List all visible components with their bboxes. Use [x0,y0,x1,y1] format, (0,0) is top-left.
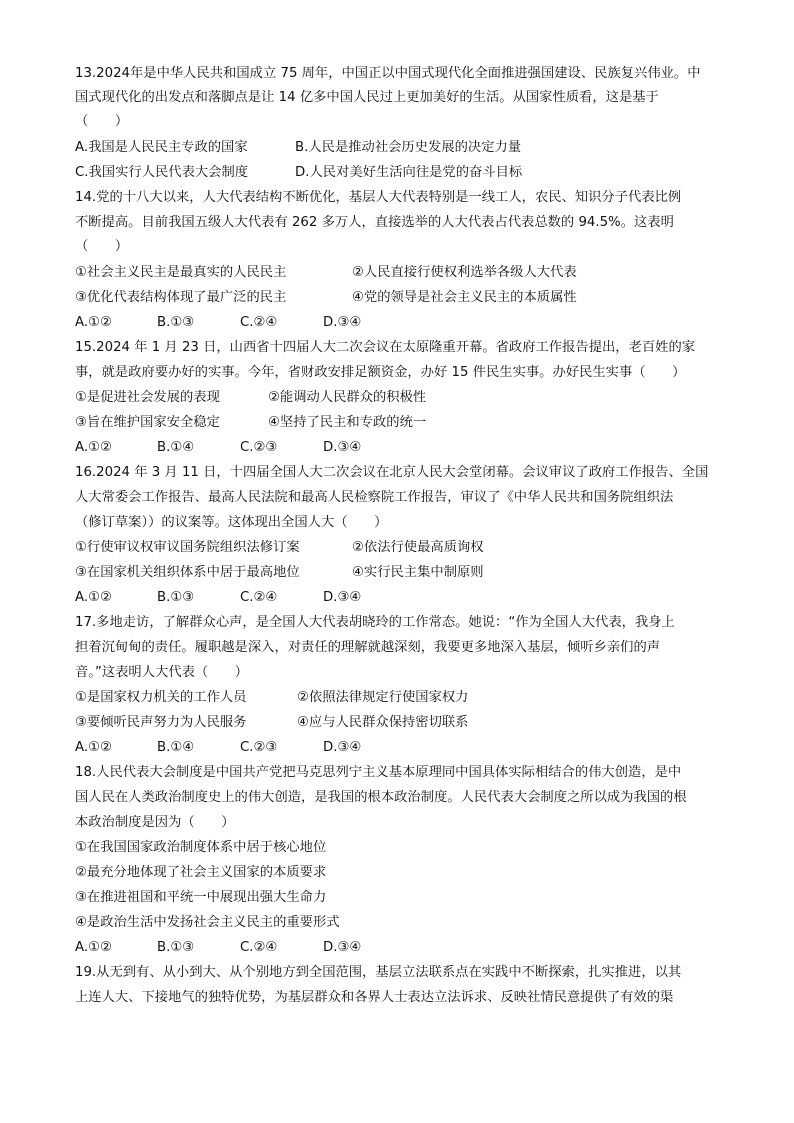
q14-choice-a[interactable]: A.①② [75,315,112,330]
q13-stem-line-1: 13.2024年是中华人民共和国成立 75 周年，中国正以中国式现代化全面推进强国建设、民族复兴伟业。中 [75,66,701,81]
q17-choice-d[interactable]: D.③④ [323,740,362,755]
q18-item-2: ②最充分地体现了社会主义国家的本质要求 [75,865,327,880]
q16-item-1: ①行使审议权审议国务院组织法修订案 [75,540,300,555]
q16-item-3: ③在国家机关组织体系中居于最高地位 [75,565,300,580]
q16-stem-line-3: （修订草案））的议案等。这体现出全国人大（ ） [75,515,388,530]
q17-item-3: ③要倾听民声努力为人民服务 [75,715,247,730]
q16-choice-d[interactable]: D.③④ [323,590,362,605]
q17-choice-a[interactable]: A.①② [75,740,112,755]
q13-option-a[interactable]: A.我国是人民民主专政的国家 [75,140,248,155]
q15-choice-d[interactable]: D.③④ [323,440,362,455]
q14-stem-line-2: 不断提高。目前我国五级人大代表有 262 多万人，直接选举的人大代表占代表总数的 94.5%。这表明 [75,215,674,230]
q13-stem-line-2: 国式现代化的出发点和落脚点是让 14 亿多中国人民过上更加美好的生活。从国家性质看，这是基于 [75,90,659,105]
q17-choice-b[interactable]: B.①④ [157,740,195,755]
q14-item-1: ①社会主义民主是最真实的人民民主 [75,265,287,280]
q15-item-3: ③旨在维护国家安全稳定 [75,415,220,430]
q15-item-4: ④坚持了民主和专政的统一 [268,415,427,430]
q18-choice-b[interactable]: B.①③ [157,940,195,955]
q17-stem-line-3: 音。”这表明人大代表（ ） [75,665,249,680]
q13-option-c[interactable]: C.我国实行人民代表大会制度 [75,165,249,180]
q14-item-4: ④党的领导是社会主义民主的本质属性 [352,290,577,305]
q18-stem-line-3: 本政治制度是因为（ ） [75,815,235,830]
q18-stem-line-1: 18.人民代表大会制度是中国共产党把马克思列宁主义基本原理同中国具体实际相结合的伟大创造，是中 [75,765,682,780]
q15-item-2: ②能调动人民群众的积极性 [268,390,427,405]
q16-stem-line-2: 人大常委会工作报告、最高人民法院和最高人民检察院工作报告，审议了《中华人民共和国务院组织法 [75,490,674,505]
q17-stem-line-1: 17.多地走访，了解群众心声，是全国人大代表胡晓玲的工作常态。她说：“作为全国人大代表，我身上 [75,615,675,630]
q15-stem-line-2: 事，就是政府要办好的实事。今年，省财政安排足额资金，办好 15 件民生实事。办好民生实事（ ） [75,365,686,380]
q15-choice-b[interactable]: B.①④ [157,440,195,455]
q18-choice-a[interactable]: A.①② [75,940,112,955]
q14-stem-line-1: 14.党的十八大以来，人大代表结构不断优化，基层人大代表特别是一线工人，农民、知识分子代表比例 [75,190,682,205]
q18-item-1: ①在我国国家政治制度体系中居于核心地位 [75,840,327,855]
q15-choice-c[interactable]: C.②③ [240,440,278,455]
q14-item-2: ②人民直接行使权利选举各级人大代表 [352,265,577,280]
q17-item-4: ④应与人民群众保持密切联系 [297,715,469,730]
q16-item-2: ②依法行使最高质询权 [352,540,484,555]
q14-choice-d[interactable]: D.③④ [323,315,362,330]
q18-item-4: ④是政治生活中发扬社会主义民主的重要形式 [75,915,340,930]
q13-stem-line-3: （ ） [75,114,129,129]
q13-option-b[interactable]: B.人民是推动社会历史发展的决定力量 [295,140,522,155]
q16-choice-c[interactable]: C.②④ [240,590,278,605]
q15-item-1: ①是促进社会发展的表现 [75,390,220,405]
q16-item-4: ④实行民主集中制原则 [352,565,484,580]
q17-stem-line-2: 担着沉甸甸的责任。履职越是深入，对责任的理解就越深刻，我要更多地深入基层，倾听乡亲们的声 [75,640,661,655]
q19-stem-line-2: 上连人大、下接地气的独特优势，为基层群众和各界人士表达立法诉求、反映社情民意提供了有效的渠 [75,990,674,1005]
q16-choice-a[interactable]: A.①② [75,590,112,605]
q18-choice-c[interactable]: C.②④ [240,940,278,955]
q14-choice-b[interactable]: B.①③ [157,315,195,330]
q13-option-d[interactable]: D.人民对美好生活向往是党的奋斗目标 [295,165,523,180]
q16-stem-line-1: 16.2024 年 3 月 11 日，十四届全国人大二次会议在北京人民大会堂闭幕。会议审议了政府工作报告、全国 [75,465,709,480]
q15-stem-line-1: 15.2024 年 1 月 23 日，山西省十四届人大二次会议在太原隆重开幕。省政府工作报告提出，老百姓的家 [75,340,696,355]
q18-item-3: ③在推进祖国和平统一中展现出强大生命力 [75,890,327,905]
q14-choice-c[interactable]: C.②④ [240,315,278,330]
q14-item-3: ③优化代表结构体现了最广泛的民主 [75,290,287,305]
q16-choice-b[interactable]: B.①③ [157,590,195,605]
q17-choice-c[interactable]: C.②③ [240,740,278,755]
q15-choice-a[interactable]: A.①② [75,440,112,455]
q18-choice-d[interactable]: D.③④ [323,940,362,955]
q18-stem-line-2: 国人民在人类政治制度史上的伟大创造，是我国的根本政治制度。人民代表大会制度之所以成为我国的根 [75,790,687,805]
q14-stem-line-3: （ ） [75,239,129,254]
q19-stem-line-1: 19.从无到有、从小到大、从个别地方到全国范围，基层立法联系点在实践中不断探索，扎实推进，以其 [75,965,682,980]
q17-item-1: ①是国家权力机关的工作人员 [75,690,247,705]
q17-item-2: ②依照法律规定行使国家权力 [297,690,469,705]
